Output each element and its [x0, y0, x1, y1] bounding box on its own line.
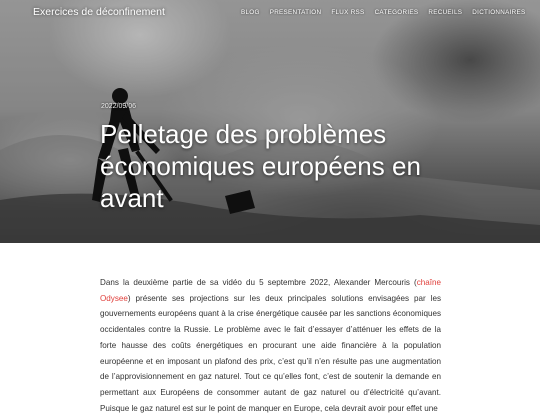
- post-text-intro: Dans la deuxième partie de sa vidéo du 5 septembre 2022, Alexander Mercouris (: [100, 278, 417, 287]
- post-date: 2022/09/06: [101, 103, 137, 110]
- site-title-link[interactable]: Exercices de déconfinement: [33, 6, 165, 18]
- main-nav: [241, 9, 526, 16]
- nav-blog[interactable]: BLOG: [241, 9, 260, 16]
- post-text-main: ) présente ses projections sur les deux principales solutions envisagées par les gouvernements européens quant à la crise énergétique causée par les sanctions économiques occidentales contre la Russie. Le problème avec le fait d’essayer d’atténuer les effets de la forte hausse des coûts énergétiques en procurant une aide financière à la population européenne et en imposant un plafond des prix, c’est qu’il n’en résulte pas une augmentation de l’approvisionnement en gaz naturel. Tout ce qu’elles font, c’est de soutenir la demande en permettant aux Européens de consommer autant de gaz naturel ou d’électricité qu’avant. Puisque le gaz naturel est sur le point de manquer en Europe, cela devrait avoir pour effet une: [100, 293, 441, 413]
- nav-recueils[interactable]: RECUEILS: [428, 9, 463, 16]
- nav-categories[interactable]: CATEGORIES: [374, 9, 419, 16]
- post-title: Pelletage des problèmes économiques européens en avant: [100, 119, 421, 213]
- post-body: [100, 275, 441, 416]
- odysee-channel-link[interactable]: chaîne Odysee: [100, 278, 441, 303]
- nav-dictionnaires[interactable]: DICTIONNAIRES: [472, 9, 526, 16]
- nav-flux-rss[interactable]: FLUX RSS: [331, 9, 365, 16]
- nav-presentation[interactable]: PRESENTATION: [269, 9, 322, 16]
